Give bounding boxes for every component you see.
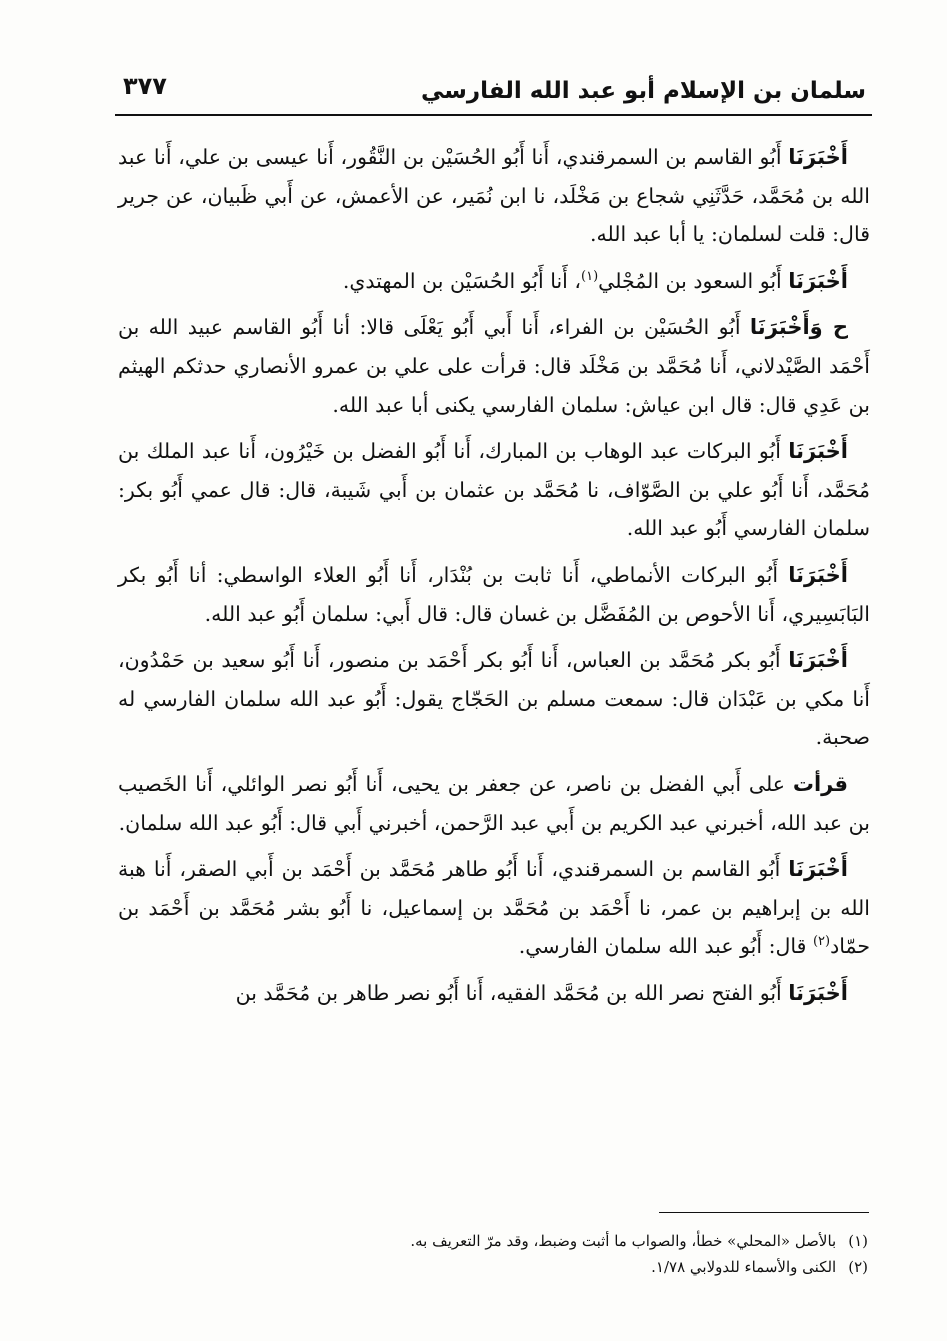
paragraph-text: أَبُو بكر مُحَمَّد بن العباس، أَنا أَبُو بكر أَحْمَد بن منصور، أَنا أَبُو سعيد بن حَمْدُون، أَنا مكي بن عَبْدَان قال: سمعت مسلم بن الحَجّاج يقول: أَبُو عبد الله سلمان الفارسي له صحبة.: [118, 648, 870, 750]
paragraph: [118, 850, 870, 966]
footnote-ref: (٢): [812, 934, 831, 950]
paragraph: [118, 641, 870, 757]
paragraph-text: أَبُو الحُسَيْن بن الفراء، أَنا أَبي أَبُو يَعْلَى قالا: أنا أَبُو القاسم عبيد الله بن أَحْمَد الصَّيْدلاني، أَنا مُحَمَّد بن مَخْلَد قال: قرأت على علي بن عمرو الأنصاري حدثكم الهيثم بن عَدِي قال: قال ابن عياش: سلمان الفارسي يكنى أبا عبد الله.: [118, 315, 870, 417]
paragraph-text: أَبُو القاسم بن السمرقندي، أَنا أَبُو الحُسَيْن بن النَّقُور، أَنا عيسى بن علي، أَنا عبد الله بن مُحَمَّد، حَدَّثَنِي شجاع بن مَخْلَد، نا ابن نُمَير، عن الأعمش، عن أَبي ظَبيان، عن جرير قال: قلت لسلمان: يا أبا عبد الله.: [118, 145, 870, 247]
paragraph-lead: أَخْبَرَنَا: [788, 648, 848, 673]
main-text: [118, 138, 870, 1020]
paragraph: [118, 556, 870, 633]
paragraph: [118, 138, 870, 254]
footnote-text: الكنى والأسماء للدولابي ١/٧٨.: [651, 1258, 837, 1276]
paragraph: [118, 308, 870, 424]
paragraph: [118, 432, 870, 548]
paragraph: [118, 262, 870, 301]
paragraph: [118, 974, 870, 1013]
footnotes: [120, 1228, 868, 1280]
paragraph-lead: أَخْبَرَنَا: [788, 857, 848, 882]
footnote-ref: (١): [581, 268, 599, 284]
paragraph-text: أَبُو البركات الأنماطي، أَنا ثابت بن بُنْدَار، أَنا أَبُو العلاء الواسطي: أنا أَبُو بكر البَابَسِيري، أَنا الأحوص بن المُفَضَّل بن غسان قال: قال أَبي: سلمان أَبُو عبد الله.: [118, 562, 870, 626]
footnote-separator: [659, 1212, 869, 1213]
paragraph-lead: أَخْبَرَنَا: [788, 439, 848, 464]
paragraph-text: ، أَنا أَبُو الحُسَيْن بن المهتدي.: [342, 268, 581, 293]
paragraph-lead: أَخْبَرَنَا: [788, 145, 848, 169]
running-head: سلمان بن الإسلام أبو عبد الله الفارسي: [420, 78, 866, 104]
paragraph-text: قال: أَبُو عبد الله سلمان الفارسي.: [518, 934, 813, 959]
paragraph-text: على أَبي الفضل بن ناصر، عن جعفر بن يحيى، أَنا أَبُو نصر الوائلي، أَنا الخَصيب بن عبد الله، أخبرني عبد الكريم بن أَبي عبد الرَّحمن، أخبرني أَبي قال: أَبُو عبد الله سلمان.: [118, 771, 870, 835]
paragraph-text: أَبُو السعود بن المُجْلي: [598, 268, 789, 293]
paragraph-text: أَبُو القاسم بن السمرقندي، أَنا أَبُو طاهر مُحَمَّد بن أَحْمَد بن أَبي الصقر، أَنا هبة الله بن إبراهيم بن عمر، نا أَحْمَد بن مُحَمَّد بن إسماعيل، نا أَبُو بشر مُحَمَّد بن أَحْمَد بن حمّاد: [118, 857, 870, 959]
footnote: [120, 1254, 868, 1280]
paragraph: [118, 765, 870, 842]
paragraph-text: أَبُو الفتح نصر الله بن مُحَمَّد الفقيه، أَنا أَبُو نصر طاهر بن مُحَمَّد بن: [235, 980, 789, 1005]
paragraph-text: أَبُو البركات عبد الوهاب بن المبارك، أَنا أَبُو الفضل بن خَيْرُون، أَنا عبد الملك بن مُحَمَّد، أَنا أَبُو علي بن الصَّوّاف، نا مُحَمَّد بن عثمان بن أَبي شَيبة، قال: قال عمي أَبُو بكر: سلمان الفارسي أَبُو عبد الله.: [118, 439, 870, 541]
paragraph-lead: قرأت: [792, 771, 848, 796]
footnote-number: (٢): [848, 1258, 868, 1276]
paragraph-lead: ح وَأَخْبَرَنَا: [749, 315, 848, 340]
page-number: ٣٧٧: [123, 72, 167, 100]
footnote-text: بالأصل «المحلي» خطأ، والصواب ما أثبت وضبط، وقد مرّ التعريف به.: [410, 1232, 837, 1250]
paragraph-lead: أَخْبَرَنَا: [788, 268, 848, 293]
page-header: [115, 68, 872, 116]
footnote-number: (١): [848, 1232, 868, 1250]
paragraph-lead: أَخْبَرَنَا: [788, 562, 848, 587]
footnote: [120, 1228, 868, 1254]
paragraph-lead: أَخْبَرَنَا: [788, 980, 848, 1005]
